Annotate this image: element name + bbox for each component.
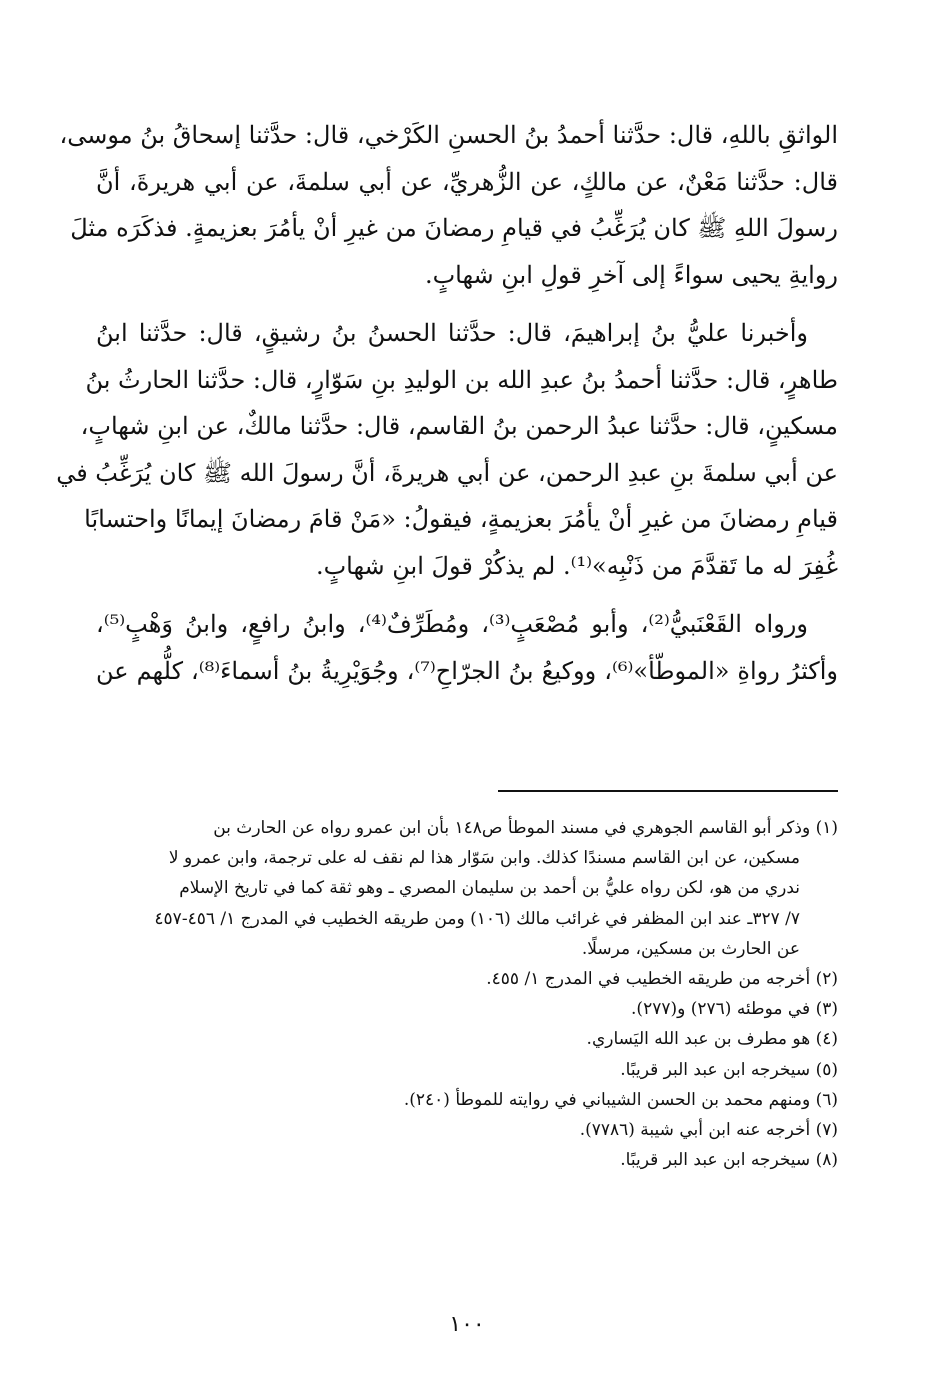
main-text — [56, 112, 838, 706]
footnote-line: (٤) هو مطرف بن عبد الله اليَساري. — [586, 1029, 838, 1050]
paragraph-3 — [96, 601, 838, 694]
footnote-line: (١) وذكر أبو القاسم الجوهري في مسند الموطأ ص١٤٨ بأن ابن عمرو رواه عن الحارث بن — [213, 818, 838, 838]
footnote-4 — [96, 1024, 838, 1054]
text-line: الواثقِ باللهِ، قال: حدَّثنا أحمدُ بنُ الحسنِ الكَرْخي، قال: حدَّثنا إسحاقُ بنُ موسى، — [59, 121, 838, 149]
footnote-divider — [498, 790, 838, 792]
footnote-line: (٣) في موطئه (٢٧٦) و(٢٧٧). — [631, 999, 838, 1020]
footnotes — [96, 813, 838, 1175]
footnote-5 — [96, 1055, 838, 1085]
footnote-2 — [96, 964, 838, 994]
text-line: رسولَ اللهِ ﷺ كان يُرَغِّبُ في قيامِ رمضانَ من غيرِ أنْ يأمُرَ بعزيمةٍ. فذكَرَه مثلَ — [70, 214, 838, 242]
footnote-line: ندري من هو، لكن رواه عليُّ بن أحمد بن سليمان المصري ـ وهو ثقة كما في تاريخ الإسلام — [179, 878, 800, 899]
text-line: طاهرٍ، قال: حدَّثنا أحمدُ بنُ عبدِ الله بن الوليدِ بنِ سَوّارٍ، قال: حدَّثنا الحارثُ بنُ — [85, 365, 838, 394]
text-line: روايةِ يحيى سواءً إلى آخرِ قولِ ابنِ شهابٍ. — [424, 260, 838, 289]
text-line: غُفِرَ له ما تَقدَّمَ من ذَنْبِه»⁽¹⁾. لم يذكُرْ قولَ ابنِ شهابٍ. — [315, 551, 838, 580]
footnote-6 — [96, 1085, 838, 1115]
text-line: قيامِ رمضانَ من غيرِ أنْ يأمُرَ بعزيمةٍ، فيقولُ: «مَنْ قامَ رمضانَ إيمانًا واحتسابًا — [84, 505, 838, 533]
paragraph-1 — [59, 112, 838, 298]
footnote-3 — [96, 994, 838, 1024]
text-line: عن أبي سلمةَ بنِ عبدِ الرحمن، عن أبي هريرةَ، أنَّ رسولَ الله ﷺ كان يُرَغِّبُ في — [56, 458, 838, 487]
footnote-line: (٨) سيخرجه ابن عبد البر قريبًا. — [620, 1150, 838, 1171]
text-line: وأكثرُ رواةِ «الموطّأ»⁽⁶⁾، ووكيعُ بنُ الجرّاحِ⁽⁷⁾، وجُوَيْرِيةُ بنُ أسماءَ⁽⁸⁾، كلُّهم عن — [96, 656, 838, 685]
footnote-line: عن الحارث بن مسكين، مرسلًا. — [581, 938, 800, 959]
text-line: ورواه القَعْنَبيُّ⁽²⁾، وأبو مُصْعَبٍ⁽³⁾، ومُطَرِّفٌ⁽⁴⁾، وابنُ رافعٍ، وابنُ وَهْبٍ⁽⁵⁾، — [96, 610, 808, 638]
footnote-1 — [96, 813, 838, 964]
footnote-line: مسكين، عن ابن القاسم مسندًا كذلك. وابن سَوّار هذا لم نقف له على ترجمة، وابن عمرو لا — [168, 848, 800, 869]
footnote-line: (٦) ومنهم محمد بن الحسن الشيباني في روايته للموطأ (٢٤٠). — [403, 1089, 838, 1110]
text-line: وأخبرنا عليُّ بنُ إبراهيمَ، قال: حدَّثنا الحسنُ بنُ رشيقٍ، قال: حدَّثنا ابنُ — [96, 319, 808, 347]
footnote-7 — [96, 1115, 838, 1145]
footnote-line: (٢) أخرجه من طريقه الخطيب في المدرج ١/ ٤٥٥. — [486, 969, 838, 990]
text-line: مسكينٍ، قال: حدَّثنا عبدُ الرحمن بنُ القاسم، قال: حدَّثنا مالكٌ، عن ابنِ شهابٍ، — [80, 412, 838, 440]
footnote-8 — [96, 1145, 838, 1175]
paragraph-2 — [56, 310, 838, 589]
page-number: ١٠٠ — [449, 1312, 485, 1337]
text-line: قال: حدَّثنا مَعْنٌ، عن مالكٍ، عن الزُّهريِّ، عن أبي سلمةَ، عن أبي هريرةَ، أنَّ — [96, 167, 838, 196]
footnote-line: ٧/ ٣٢٧ـ عند ابن المظفر في غرائب مالك (١٠٦) ومن طريقه الخطيب في المدرج ١/ ٤٥٦-٤٥٧ — [154, 908, 800, 929]
footnote-line: (٧) أخرجه عنه ابن أبي شيبة (٧٧٨٦). — [579, 1120, 838, 1141]
footnote-line: (٥) سيخرجه ابن عبد البر قريبًا. — [620, 1059, 838, 1080]
